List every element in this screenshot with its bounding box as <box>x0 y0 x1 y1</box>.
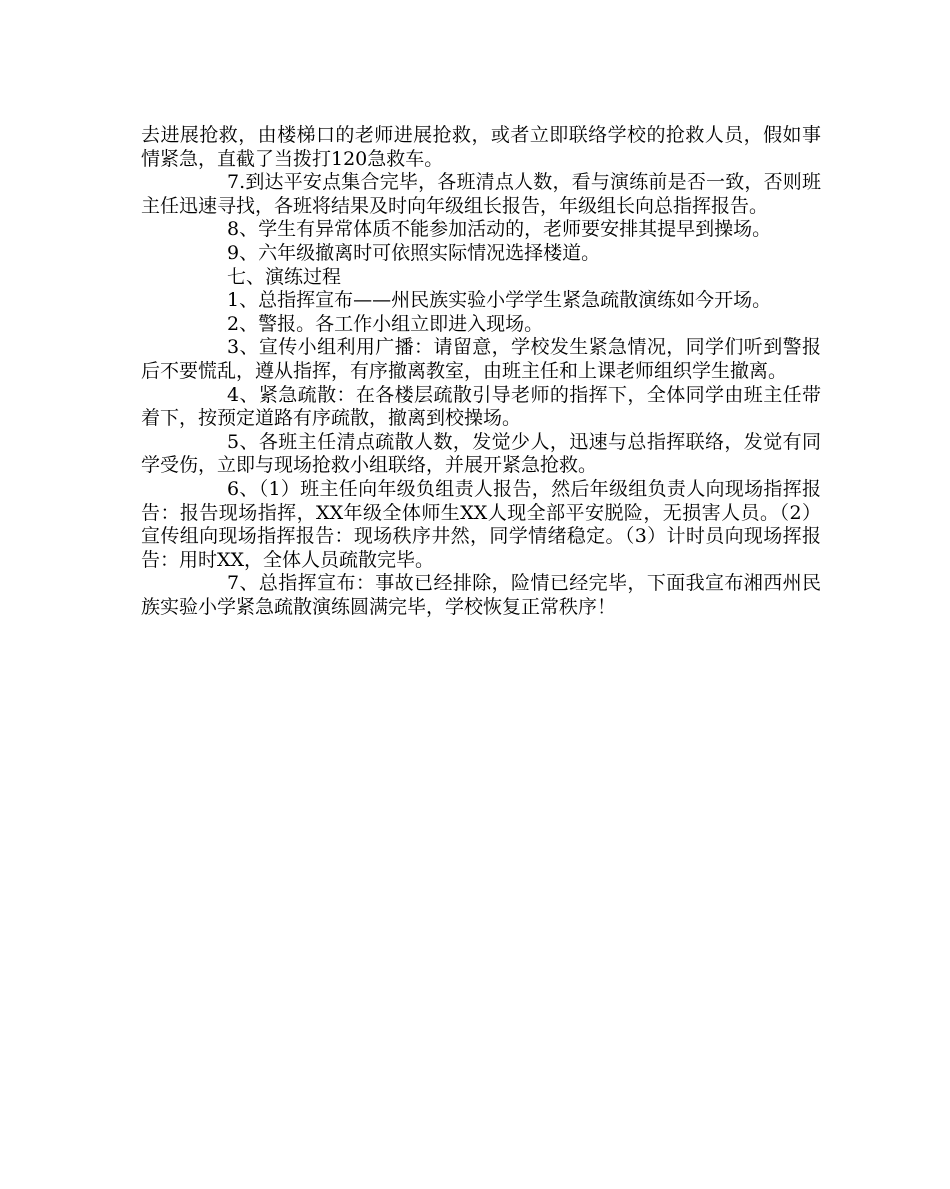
paragraph-continued-rescue: 去进展抢救，由楼梯口的老师进展抢救，或者立即联络学校的抢救人员，假如事情紧急，直截了当拨打120急救车。 <box>141 124 821 170</box>
paragraph-item-7-assembly: 7.到达平安点集合完毕，各班清点人数，看与演练前是否一致，否则班主任迅速寻找，各班将结果及时向年级组长报告，年级组长向总指挥报告。 <box>141 171 821 217</box>
paragraph-step-7-conclusion: 7、总指挥宣布：事故已经排除，险情已经完毕，下面我宣布湘西州民族实验小学紧急疏散演练圆满完毕，学校恢复正常秩序！ <box>141 572 821 618</box>
paragraph-step-6-reports: 6、（1）班主任向年级负组责人报告，然后年级组负责人向现场指挥报告：报告现场指挥，XX年级全体师生XX人现全部平安脱险，无损害人员。（2）宣传组向现场指挥报告：现场秩序井然，同学情绪稳定。（3）计时员向现场挥报告：用时XX，全体人员疏散完毕。 <box>141 477 821 571</box>
paragraph-step-4-evacuation: 4、紧急疏散：在各楼层疏散引导老师的指挥下，全体同学由班主任带着下，按预定道路有序疏散，撤离到校操场。 <box>141 383 821 430</box>
paragraph-step-3-broadcast: 3、宣传小组利用广播：请留意，学校发生紧急情况，同学们听到警报后不要慌乱，遵从指挥，有序撤离教室，由班主任和上课老师组织学生撤离。 <box>141 336 821 382</box>
paragraph-step-2-alarm: 2、警报。各工作小组立即进入现场。 <box>227 312 544 335</box>
paragraph-step-1-announcement: 1、总指挥宣布——州民族实验小学学生紧急疏散演练如今开场。 <box>227 289 772 312</box>
paragraph-step-5-headcount: 5、各班主任清点疏散人数，发觉少人，迅速与总指挥联络，发觉有同学受伤，立即与现场抢救小组联络，并展开紧急抢救。 <box>141 430 821 477</box>
section-heading-drill-process: 七、演练过程 <box>227 265 342 288</box>
document-body <box>141 124 821 619</box>
paragraph-item-8-special-students: 8、学生有异常体质不能参加活动的，老师要安排其提早到操场。 <box>227 218 772 241</box>
paragraph-item-9-grade-six: 9、六年级撤离时可依照实际情况选择楼道。 <box>227 241 601 264</box>
